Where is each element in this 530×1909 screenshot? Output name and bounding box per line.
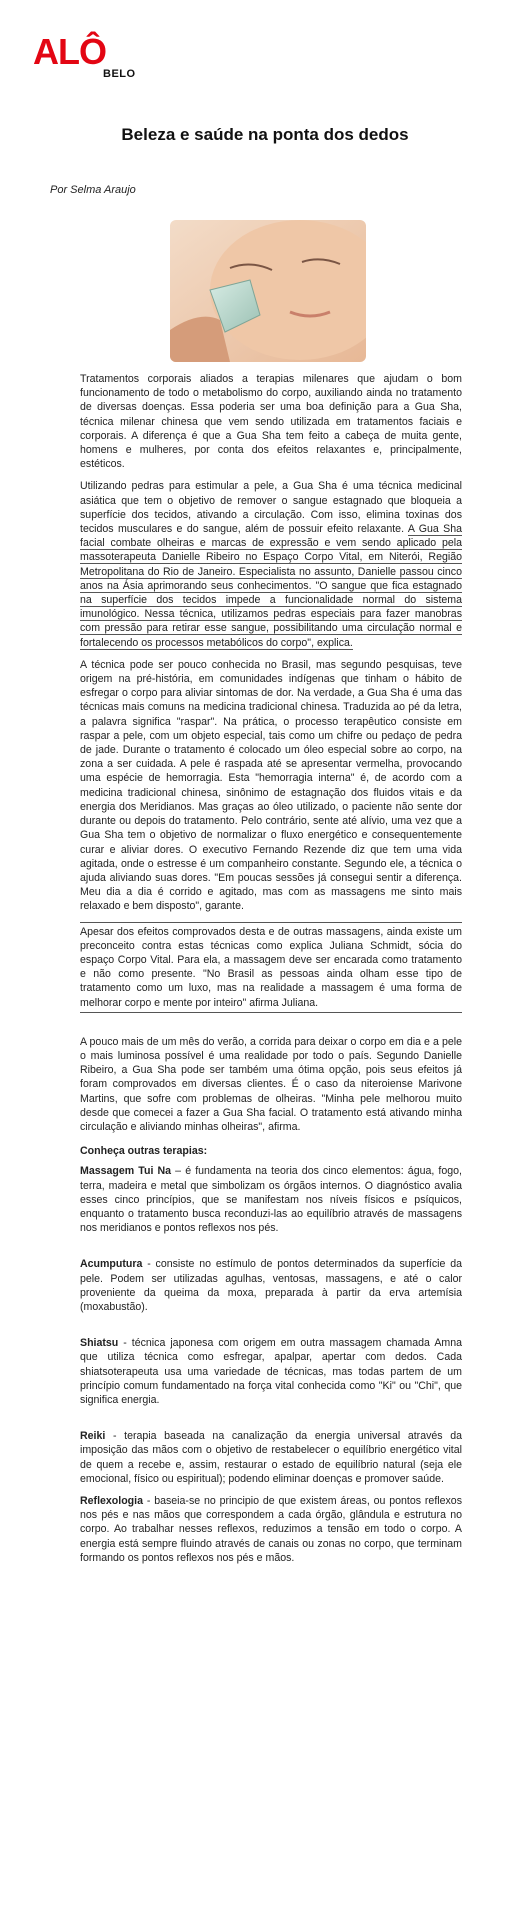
paragraph-summer: A pouco mais de um mês do verão, a corrida para deixar o corpo em dia e a pele o mais luminosa possível é uma realidade por todo o país. Segundo Danielle Ribeiro, a Gua Sha pode ser também uma ótima opção, pois seus efeitos já foram comprovados em diversas clientes. É o caso da niteroiense Marivone Martins, que sofre com problemas de olheiras. "Minha pele melhorou muito desde que comecei a fazer a Gua Sha facial. O tratamento está ativando minha circulação e aliviando minhas olheiras", afirma. xyxy=(80,1035,462,1133)
highlighted-quote-danielle: A Gua Sha facial combate olheiras e marcas de expressão e vem sendo aplicado pela massoterapeuta Danielle Ribeiro no Espaço Corpo Vital, em Niterói, Região Metropolitana do Rio de Janeiro. Especialista no assunto, Danielle passou cinco anos na Ásia aprimorando seus conhecimentos. "O sangue que fica estagnado na superfície dos tecidos impede a funcionalidade normal do sistema imunológico. Nessa técnica, utilizamos pedras especiais para fazer manobras com pressão para retirar esse sangue, possibilitando uma circulação normal e fortalecendo os processos metabólicos do corpo", explica. xyxy=(80,523,463,649)
paragraph-technique xyxy=(80,479,462,649)
therapy-item xyxy=(80,1494,462,1565)
article-title: Beleza e saúde na ponta dos dedos xyxy=(121,125,409,144)
therapy-description: - consiste no estímulo de pontos determinados da superfície da pele. Podem ser utilizadas agulhas, ventosas, massagens, e até o calor proveniente da queima da moxa, preparada à partir da erva artemísia (moxabustão). xyxy=(80,1258,462,1313)
article-byline: Por Selma Araujo xyxy=(50,184,136,196)
therapy-item xyxy=(80,1257,462,1314)
therapy-name: Reflexologia xyxy=(80,1495,143,1508)
article-body xyxy=(80,372,462,1573)
paragraph-prejudice: Apesar dos efeitos comprovados desta e de outras massagens, ainda existe um preconceito contra estas técnicas como explica Juliana Schmidt, sócia do espaço Corpo Vital. Para ela, a massagem deve ser encarada como tratamento e não como presente. "No Brasil as pessoas ainda olham esse tipo de tratamento como um luxo, mas na realidade a massagem é uma forma de melhorar corpo e mente por inteiro" afirma Juliana. xyxy=(80,922,462,1013)
therapy-name: Reiki xyxy=(80,1430,106,1443)
therapy-description: - técnica japonesa com origem em outra massagem chamada Amna que utiliza técnica como esfregar, apalpar, apertar com dedos. Cada shiatsoterapeuta usa uma variedade de técnicas, mas todas partem de um princípio comum fundamentado na força vital conhecida como "Ki" ou "Chi", que significa energia. xyxy=(80,1337,462,1406)
face-treatment-illustration xyxy=(170,220,366,362)
therapy-description: – é fundamenta na teoria dos cinco elementos: água, fogo, terra, madeira e metal que simbolizam os órgãos internos. O diagnóstico avalia esses cinco princípios, que se manifestam nos níveis físicos e psíquicos, enquanto o tratamento busca reconduzi-las ao equilíbrio através de massagens nos meridianos e pontos reflexos nos pés. xyxy=(80,1165,462,1235)
site-logo[interactable] xyxy=(33,31,143,84)
therapy-name: Massagem Tui Na xyxy=(80,1165,172,1178)
logo-subtitle: BELO xyxy=(103,68,136,80)
therapy-description: - baseia-se no principio de que existem áreas, ou pontos reflexos nos pés e nas mãos que correspondem a cada órgão, glândula e estrutura no corpo. Ao trabalhar nesses reflexos, reduzimos a tensão em todo o corpo. A energia está sempre fluindo através de canais ou zonas no corpo, que terminam formando os pontos reflexos nos pés e mãos. xyxy=(80,1495,462,1564)
therapy-description: - terapia baseada na canalização da energia universal através da imposição das mãos com o objetivo de restabelecer o equilíbrio energético vital de quem a recebe e, assim, restaurar o estado de equilíbrio natural (seja ele emocional, físico ou espiritual); podendo eliminar doenças e promover saúde. xyxy=(80,1430,462,1485)
therapy-name: Shiatsu xyxy=(80,1337,119,1350)
therapy-item xyxy=(80,1429,462,1486)
therapy-name: Acumputura xyxy=(80,1258,143,1271)
paragraph-technique-text: Utilizando pedras para estimular a pele, a Gua Sha é uma técnica medicinal asiática que tem o objetivo de remover o sangue estagnado que bloqueia a superfície dos tecidos, ativando a circulação. Com isso, elimina toxinas dos tecidos musculares e do sangue, além de possuir efeito relaxante. xyxy=(80,480,462,536)
therapy-item xyxy=(80,1164,462,1235)
therapy-item xyxy=(80,1336,462,1407)
therapies-heading: Conheça outras terapias: xyxy=(80,1145,208,1158)
article-photo xyxy=(170,220,366,362)
paragraph-history: A técnica pode ser pouco conhecida no Brasil, mas segundo pesquisas, teve origem na pré-história, em comunidades indígenas que tinham o hábito de esfregar o corpo para aliviar sintomas de dor. Na verdade, a Gua Sha é uma das técnicas mais comuns na medicina tradicional chinesa. Traduzida ao pé da letra, a palavra significa "raspar". Na prática, o processo terapêutico consiste em raspar a pele, com um objeto especial, tais como um chifre ou pedaço de pedra de jade. Durante o tratamento é colocado um óleo especial sobre ao corpo, na zona a ser cuidada. A pele é raspada até se apresentar vermelha, provocando uma espécie de hemorragia. Esta "hemorragia interna" é, de acordo com a medicina tradicional chinesa, sinônimo de estagnação dos fluidos vitais e da energia dos Meridianos. Mas graças ao óleo utilizado, o paciente não sente dor durante ou depois do tratamento. Pelo contrário, sente até alívio, uma vez que a Gua Sha tem o objetivo de normalizar o fluxo energético e consequentemente curar e aliviar dores. O executivo Fernando Rezende diz que tem uma vida agitada, onde o estresse é um companheiro constante. Segundo ele, a técnica o ajuda aliviando suas dores. "Em poucas sessões já consegui sentir a diferença. Meu dia a dia é corrido e agitado, mas com as massagens me sinto mais relaxado e bem disposto", garante. xyxy=(80,658,462,913)
paragraph-intro: Tratamentos corporais aliados a terapias milenares que ajudam o bom funcionamento de todo o metabolismo do corpo, auxiliando ainda no tratamento de diversas doenças. Essa poderia ser uma boa definição para a Gua Sha, técnica milenar chinesa que vem sendo utilizada em tratamentos faciais e corporais. A diferença é que a Gua Sha tem feito a cabeça de muita gente, homens e mulheres, por conta dos efeitos relaxantes e, principalmente, estéticos. xyxy=(80,373,462,471)
logo-wordmark: ALÔ xyxy=(33,31,106,72)
